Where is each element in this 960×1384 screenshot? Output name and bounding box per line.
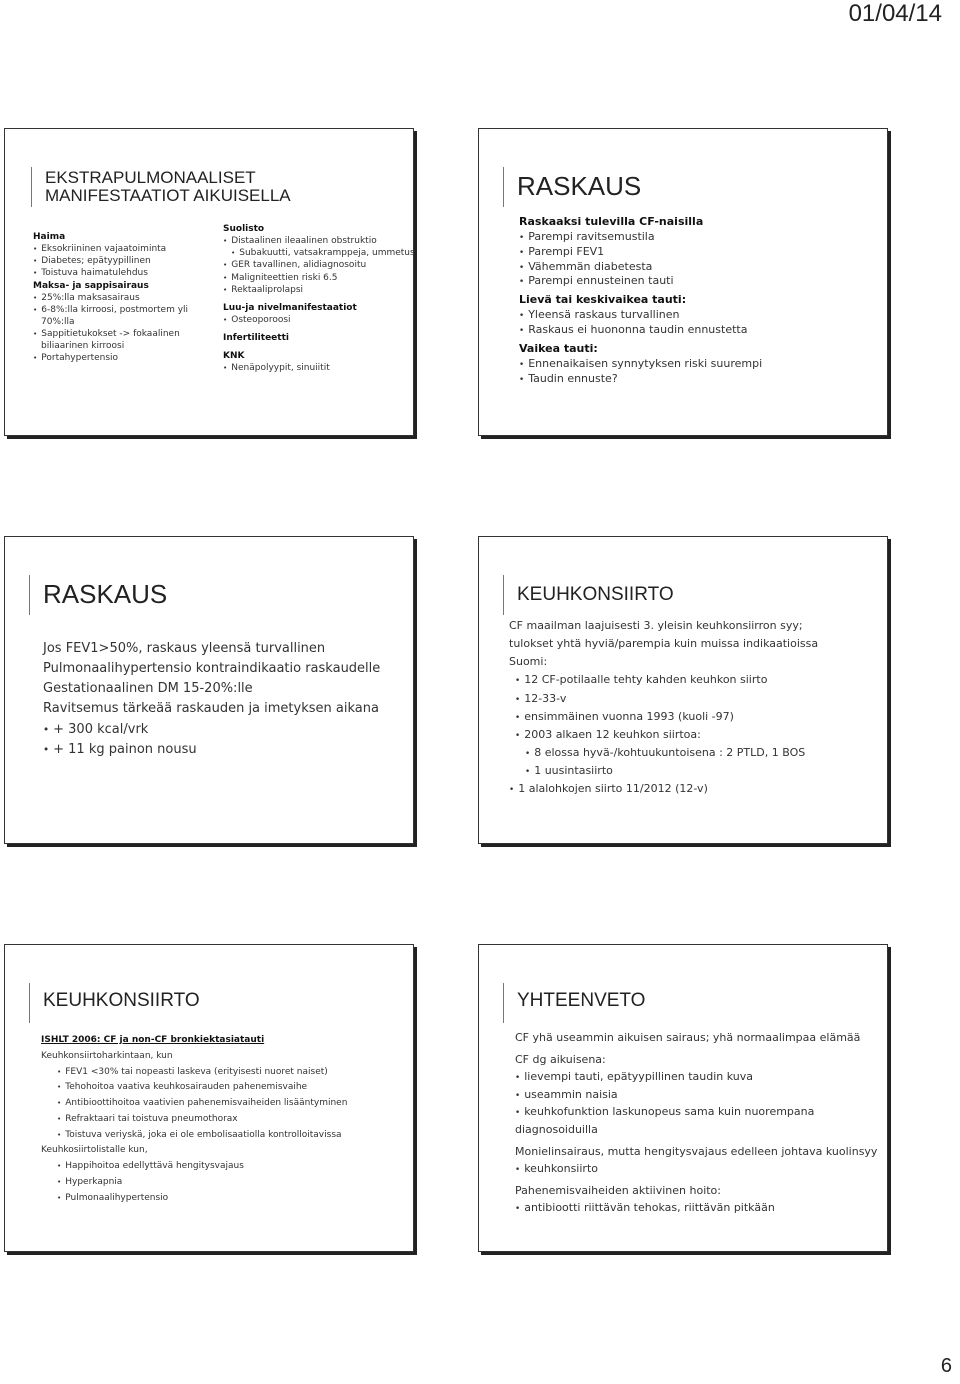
- title-accent-line: [503, 983, 504, 1023]
- text-item: Gestationaalinen DM 15-20%:lle: [43, 681, 253, 697]
- title-accent-line: [29, 983, 30, 1023]
- bullet-item: • Vähemmän diabetesta: [519, 260, 887, 275]
- slide-body: [43, 639, 413, 760]
- heading: Vaikea tauti:: [519, 341, 598, 355]
- bullet-item: • Parempi FEV1: [519, 245, 887, 260]
- bullet-item: • + 300 kcal/vrk: [43, 720, 413, 740]
- heading: Suolisto: [223, 224, 265, 234]
- slide-body: [519, 215, 887, 387]
- text-item: Monielinsairaus, mutta hengitysvajaus edelleen johtava kuolinsyy: [515, 1144, 878, 1158]
- page-number: 6: [940, 1355, 952, 1377]
- bullet-item: • Eksokriininen vajaatoiminta: [33, 243, 188, 255]
- bullet-item: • 2003 alkaen 12 keuhkon siirtoa:: [509, 726, 887, 744]
- bullet-item: • Distaalinen ileaalinen obstruktio: [223, 235, 415, 247]
- heading: Lievä tai keskivaikea tauti:: [519, 293, 687, 307]
- bullet-item: • Tehohoitoa vaativa keuhkosairauden pahenemisvaihe: [41, 1080, 413, 1096]
- bullet-item: • Nenäpolyypit, sinuiitit: [223, 362, 415, 374]
- text-item: Pahenemisvaiheiden aktiivinen hoito:: [515, 1183, 721, 1197]
- heading: Infertiliteetti: [223, 333, 289, 344]
- bullet-item: • Taudin ennuste?: [519, 372, 887, 387]
- text-item: CF dg aikuisena:: [515, 1052, 606, 1066]
- text-item: tulokset yhtä hyviä/parempia kuin muissa indikaatioissa: [509, 637, 819, 651]
- bullet-item: • Yleensä raskaus turvallinen: [519, 308, 887, 323]
- slide-body: [41, 1033, 413, 1206]
- heading: Luu-ja nivelmanifestaatiot: [223, 302, 357, 313]
- bullet-item: • FEV1 <30% tai nopeasti laskeva (erityisesti nuoret naiset): [41, 1065, 413, 1081]
- text-item: CF maailman laajuisesti 3. yleisin keuhkonsiirron syy;: [509, 619, 803, 632]
- title-accent-line: [503, 575, 504, 615]
- bullet-item: • Toistuva haimatulehdus: [33, 267, 188, 279]
- bullet-item: • ensimmäinen vuonna 1993 (kuoli -97): [509, 708, 887, 726]
- slide-body: [509, 617, 887, 798]
- bullet-item: • Parempi ennusteinen tauti: [519, 274, 887, 289]
- sub-bullet-item: • Subakuutti, vatsakramppeja, ummetus: [223, 247, 415, 259]
- slide-body: [515, 1029, 887, 1217]
- slide-title: RASKAUS: [517, 171, 642, 201]
- bullet-item: • Rektaaliprolapsi: [223, 284, 415, 296]
- left-column: [33, 231, 188, 365]
- sub-bullet-item: • 1 uusintasiirto: [509, 762, 887, 780]
- bullet-item: • Sappitietukokset -> fokaalinen: [33, 328, 188, 340]
- bullet-item: • + 11 kg painon nousu: [43, 740, 413, 760]
- text-item: Keuhkonsiirtoharkintaan, kun: [41, 1050, 173, 1061]
- bullet-item: • useammin naisia: [515, 1086, 887, 1104]
- slide-yhteenveto: [478, 944, 888, 1252]
- text-item: Keuhkosiirtolistalle kun,: [41, 1145, 148, 1156]
- slide-title: KEUHKONSIIRTO: [43, 990, 200, 1011]
- slide-extrapulmonary: [4, 128, 414, 436]
- bullet-item: • Pulmonaalihypertensio: [41, 1191, 413, 1207]
- bullet-item: • Maligniteettien riski 6.5: [223, 272, 415, 284]
- slide-raskaus-1: [478, 128, 888, 436]
- title-accent-line: [503, 167, 504, 207]
- bullet-item: • 25%:lla maksasairaus: [33, 292, 188, 304]
- text-item: Ravitsemus tärkeää raskauden ja imetyksen aikana: [43, 701, 379, 717]
- bullet-item: • 6-8%:lla kirroosi, postmortem yli: [33, 304, 188, 316]
- bullet-item: • keuhkonsiirto: [515, 1160, 887, 1178]
- slide-raskaus-2: [4, 536, 414, 844]
- heading: Haima: [33, 232, 66, 242]
- heading: KNK: [223, 351, 245, 362]
- date-header: 01/04/14: [848, 0, 942, 27]
- bullet-continuation: 70%:lla: [41, 316, 75, 327]
- bullet-item: • 1 alalohkojen siirto 11/2012 (12-v): [509, 780, 887, 798]
- text-item: Jos FEV1>50%, raskaus yleensä turvallinen: [43, 641, 326, 656]
- bullet-item: • Osteoporoosi: [223, 314, 415, 326]
- sub-bullet-item: • 8 elossa hyvä-/kohtuukuntoisena : 2 PTLD, 1 BOS: [509, 744, 887, 762]
- bullet-item: • lievempi tauti, epätyypillinen taudin kuva: [515, 1068, 887, 1086]
- bullet-item: • Parempi ravitsemustila: [519, 230, 887, 245]
- right-column: [223, 223, 415, 375]
- heading: Maksa- ja sappisairaus: [33, 280, 149, 291]
- bullet-item: • Hyperkapnia: [41, 1175, 413, 1191]
- bullet-item: • Portahypertensio: [33, 352, 188, 364]
- heading: Raskaaksi tulevilla CF-naisilla: [519, 215, 704, 228]
- bullet-item: • GER tavallinen, alidiagnosoitu: [223, 259, 415, 271]
- slide-title: EKSTRAPULMONAALISET MANIFESTAATIOT AIKUISELLA: [45, 168, 291, 205]
- bullet-item: • Ennenaikaisen synnytyksen riski suurempi: [519, 357, 887, 372]
- slide-keuhkonsiirto-2: [4, 944, 414, 1252]
- text-item: Suomi:: [509, 655, 548, 669]
- bullet-item: • Refraktaari tai toistuva pneumothorax: [41, 1112, 413, 1128]
- bullet-item: • Antibioottihoitoa vaativien pahenemisvaiheiden lisääntyminen: [41, 1096, 413, 1112]
- slide-keuhkonsiirto-1: [478, 536, 888, 844]
- bullet-continuation: biliaarinen kirroosi: [41, 341, 125, 352]
- bullet-item: • antibiootti riittävän tehokas, riittävän pitkään: [515, 1199, 887, 1217]
- slide-title: KEUHKONSIIRTO: [517, 584, 674, 605]
- text-item: CF yhä useammin aikuisen sairaus; yhä normaalimpaa elämää: [515, 1031, 861, 1044]
- bullet-item: • Toistuva veriyskä, joka ei ole embolisaatiolla kontrolloitavissa: [41, 1128, 413, 1144]
- bullet-item: • keuhkofunktion laskunopeus sama kuin nuorempana diagnosoiduilla: [515, 1103, 815, 1138]
- heading: ISHLT 2006: CF ja non-CF bronkiektasiatauti: [41, 1035, 265, 1045]
- title-accent-line: [31, 167, 32, 207]
- bullet-item: • 12 CF-potilaalle tehty kahden keuhkon siirto: [509, 671, 887, 689]
- bullet-item: • Happihoitoa edellyttävä hengitysvajaus: [41, 1159, 413, 1175]
- slide-title: YHTEENVETO: [517, 990, 646, 1011]
- bullet-item: • Raskaus ei huononna taudin ennustetta: [519, 323, 887, 338]
- title-accent-line: [29, 575, 30, 615]
- bullet-item: • Diabetes; epätyypillinen: [33, 255, 188, 267]
- slide-title: RASKAUS: [43, 579, 168, 609]
- text-item: Pulmonaalihypertensio kontraindikaatio raskaudelle: [43, 661, 381, 677]
- bullet-item: • 12-33-v: [509, 690, 887, 708]
